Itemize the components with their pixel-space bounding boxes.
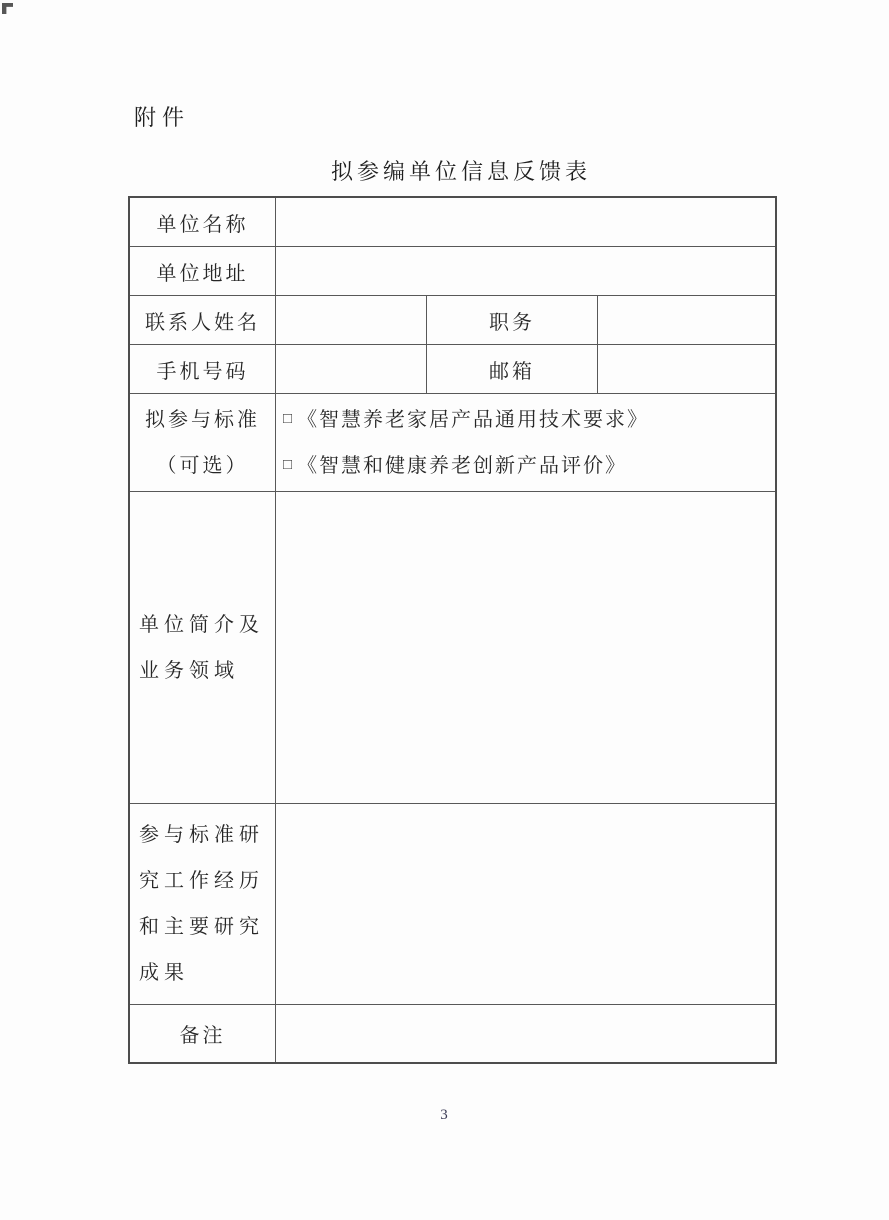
feedback-form-table — [128, 196, 777, 1064]
row-standards — [130, 394, 775, 492]
experience-label-line4: 成果 — [139, 962, 189, 984]
remarks-value-cell — [276, 1005, 775, 1062]
checkbox-icon: □ — [283, 456, 295, 473]
standards-label — [130, 394, 276, 491]
row-unit-name — [130, 198, 775, 247]
position-value-cell — [598, 296, 775, 344]
unit-address-label: 单位地址 — [130, 247, 276, 295]
contact-name-label: 联系人姓名 — [130, 296, 276, 344]
row-unit-address — [130, 247, 775, 296]
email-label: 邮箱 — [427, 345, 598, 393]
attachment-label: 附件 — [134, 105, 191, 130]
unit-intro-label-line1: 单位简介及 — [139, 613, 264, 636]
mobile-value-cell — [276, 345, 427, 393]
standards-option-1-text: 《智慧养老家居产品通用技术要求》 — [297, 408, 650, 431]
unit-intro-value-cell — [276, 492, 775, 803]
remarks-label: 备注 — [130, 1005, 276, 1062]
standards-options-cell — [276, 394, 775, 491]
email-value-cell — [598, 345, 775, 393]
unit-address-value-cell — [276, 247, 775, 295]
row-experience — [130, 804, 775, 1005]
standards-option-2 — [283, 443, 627, 489]
page-number: 3 — [440, 1107, 449, 1123]
experience-label-line1: 参与标准研 — [139, 824, 264, 846]
standards-label-line1: 拟参与标准 — [145, 408, 260, 431]
standards-option-1 — [283, 397, 649, 443]
experience-value-cell — [276, 804, 775, 1004]
row-remarks — [130, 1005, 775, 1062]
standards-label-line2: （可选） — [156, 454, 249, 477]
row-contact-position — [130, 296, 775, 345]
unit-intro-label — [130, 492, 276, 803]
unit-intro-label-line2: 业务领域 — [139, 659, 239, 682]
unit-name-label: 单位名称 — [130, 198, 276, 246]
checkbox-icon: □ — [283, 410, 295, 427]
row-unit-intro — [130, 492, 775, 804]
standards-option-2-text: 《智慧和健康养老创新产品评价》 — [297, 454, 628, 477]
form-title: 拟参编单位信息反馈表 — [330, 159, 592, 184]
experience-label-line3: 和主要研究 — [139, 916, 264, 938]
unit-name-value-cell — [276, 198, 775, 246]
scan-artifact — [2, 3, 13, 14]
mobile-label: 手机号码 — [130, 345, 276, 393]
position-label: 职务 — [427, 296, 598, 344]
contact-name-value-cell — [276, 296, 427, 344]
experience-label — [130, 804, 276, 1004]
row-mobile-email — [130, 345, 775, 394]
experience-label-line2: 究工作经历 — [139, 870, 264, 892]
